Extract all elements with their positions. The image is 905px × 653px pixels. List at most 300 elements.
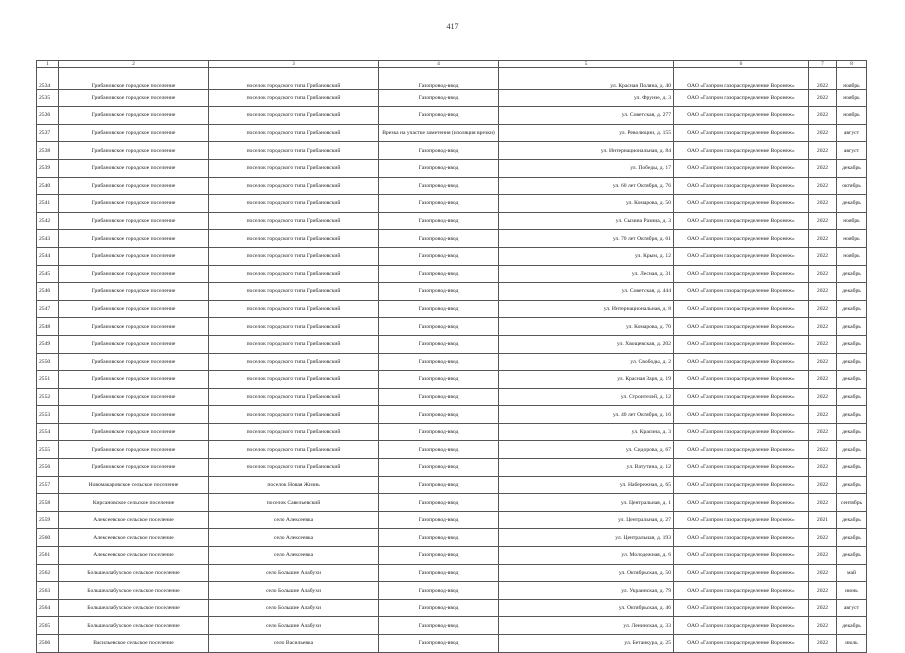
address-cell: ул. Хвощевская, д. 202 <box>499 335 674 353</box>
organization-cell: ОАО «Газпром газораспределение Воронеж» <box>674 599 809 617</box>
locality-cell: село Большие Алабухи <box>209 599 379 617</box>
locality-cell: поселок городского типа Грибановский <box>209 335 379 353</box>
row-number: 2565 <box>37 617 59 635</box>
column-number: 5 <box>499 61 674 68</box>
locality-cell: село Большие Алабухи <box>209 582 379 600</box>
table-row <box>37 353 867 371</box>
object-type-cell: Газопровод-ввод <box>379 511 499 529</box>
locality-cell: поселок городского типа Грибановский <box>209 89 379 107</box>
locality-cell: поселок городского типа Грибановский <box>209 230 379 248</box>
row-number: 2561 <box>37 547 59 565</box>
settlement-cell: Грибановское городское поселение <box>59 212 209 230</box>
locality-cell: поселок городского типа Грибановский <box>209 353 379 371</box>
row-number: 2556 <box>37 459 59 477</box>
organization-cell: ОАО «Газпром газораспределение Воронеж» <box>674 582 809 600</box>
table-row <box>37 617 867 635</box>
locality-cell: поселок городского типа Грибановский <box>209 371 379 389</box>
address-cell: ул. Сидорова, д. 67 <box>499 441 674 459</box>
month-cell: июль <box>837 635 867 653</box>
table-row <box>37 247 867 265</box>
row-number: 2539 <box>37 159 59 177</box>
locality-cell: поселок городского типа Грибановский <box>209 177 379 195</box>
table-row <box>37 283 867 301</box>
row-number: 2538 <box>37 142 59 160</box>
table-row <box>37 494 867 512</box>
object-type-cell: Газопровод-ввод <box>379 89 499 107</box>
object-type-cell: Газопровод-ввод <box>379 107 499 125</box>
organization-cell: ОАО «Газпром газораспределение Воронеж» <box>674 195 809 213</box>
table-row <box>37 423 867 441</box>
year-cell: 2022 <box>809 265 837 283</box>
month-cell: август <box>837 124 867 142</box>
address-cell: ул. Советская, д. 277 <box>499 107 674 125</box>
organization-cell: ОАО «Газпром газораспределение Воронеж» <box>674 300 809 318</box>
year-cell: 2022 <box>809 68 837 90</box>
table-row <box>37 89 867 107</box>
month-cell: ноябрь <box>837 89 867 107</box>
settlement-cell: Грибановское городское поселение <box>59 335 209 353</box>
object-type-cell: Газопровод-ввод <box>379 212 499 230</box>
year-cell: 2022 <box>809 195 837 213</box>
locality-cell: село Большие Алабухи <box>209 617 379 635</box>
row-number: 2540 <box>37 177 59 195</box>
table-row <box>37 107 867 125</box>
locality-cell: поселок городского типа Грибановский <box>209 300 379 318</box>
year-cell: 2022 <box>809 89 837 107</box>
column-number: 7 <box>809 61 837 68</box>
object-type-cell: Газопровод-ввод <box>379 406 499 424</box>
object-type-cell: Газопровод-ввод <box>379 247 499 265</box>
month-cell: ноябрь <box>837 230 867 248</box>
settlement-cell: Грибановское городское поселение <box>59 283 209 301</box>
table-row <box>37 300 867 318</box>
row-number: 2542 <box>37 212 59 230</box>
address-cell: ул. Центральная, д. 1 <box>499 494 674 512</box>
row-number: 2554 <box>37 423 59 441</box>
object-type-cell: Газопровод-ввод <box>379 353 499 371</box>
settlement-cell: Грибановское городское поселение <box>59 300 209 318</box>
object-type-cell: Газопровод-ввод <box>379 371 499 389</box>
settlement-cell: Грибановское городское поселение <box>59 124 209 142</box>
year-cell: 2022 <box>809 230 837 248</box>
settlement-cell: Грибановское городское поселение <box>59 353 209 371</box>
month-cell: декабрь <box>837 265 867 283</box>
locality-cell: поселок городского типа Грибановский <box>209 406 379 424</box>
settlement-cell: Грибановское городское поселение <box>59 159 209 177</box>
table-row <box>37 388 867 406</box>
month-cell: сентябрь <box>837 494 867 512</box>
settlement-cell: Грибановское городское поселение <box>59 142 209 160</box>
row-number: 2551 <box>37 371 59 389</box>
object-type-cell: Газопровод-ввод <box>379 142 499 160</box>
month-cell: декабрь <box>837 476 867 494</box>
organization-cell: ОАО «Газпром газораспределение Воронеж» <box>674 511 809 529</box>
row-number: 2536 <box>37 107 59 125</box>
month-cell: декабрь <box>837 300 867 318</box>
address-cell: ул. Октябрьская, д. 46 <box>499 599 674 617</box>
address-cell: ул. Центральная, д. 193 <box>499 529 674 547</box>
organization-cell: ОАО «Газпром газораспределение Воронеж» <box>674 441 809 459</box>
row-number: 2545 <box>37 265 59 283</box>
settlement-cell: Большеалабухское сельское поселение <box>59 564 209 582</box>
column-number: 4 <box>379 61 499 68</box>
object-type-cell: Газопровод-ввод <box>379 283 499 301</box>
object-type-cell: Газопровод-ввод <box>379 441 499 459</box>
locality-cell: село Алексеевка <box>209 547 379 565</box>
object-type-cell: Врезка на участке заметения (изоляция врезки) <box>379 124 499 142</box>
locality-cell: поселок городского типа Грибановский <box>209 283 379 301</box>
table-row <box>37 441 867 459</box>
settlement-cell: Грибановское городское поселение <box>59 107 209 125</box>
locality-cell: поселок городского типа Грибановский <box>209 441 379 459</box>
column-number: 6 <box>674 61 809 68</box>
settlement-cell: Грибановское городское поселение <box>59 195 209 213</box>
year-cell: 2022 <box>809 212 837 230</box>
year-cell: 2022 <box>809 547 837 565</box>
year-cell: 2022 <box>809 283 837 301</box>
organization-cell: ОАО «Газпром газораспределение Воронеж» <box>674 68 809 90</box>
address-cell: ул. Октябрьская, д. 50 <box>499 564 674 582</box>
address-cell: ул. Комарова, д. 50 <box>499 195 674 213</box>
month-cell: декабрь <box>837 441 867 459</box>
year-cell: 2022 <box>809 441 837 459</box>
year-cell: 2022 <box>809 582 837 600</box>
address-cell: ул. Набережная, д. 65 <box>499 476 674 494</box>
settlement-cell: Грибановское городское поселение <box>59 459 209 477</box>
row-number: 2543 <box>37 230 59 248</box>
organization-cell: ОАО «Газпром газораспределение Воронеж» <box>674 635 809 653</box>
table-row <box>37 511 867 529</box>
address-cell: ул. Строителей, д. 12 <box>499 388 674 406</box>
object-type-cell: Газопровод-ввод <box>379 599 499 617</box>
row-number: 2537 <box>37 124 59 142</box>
object-type-cell: Газопровод-ввод <box>379 423 499 441</box>
column-number: 3 <box>209 61 379 68</box>
table-row <box>37 371 867 389</box>
address-cell: ул. Молодежная, д. 6 <box>499 547 674 565</box>
year-cell: 2022 <box>809 159 837 177</box>
object-type-cell: Газопровод-ввод <box>379 459 499 477</box>
object-type-cell: Газопровод-ввод <box>379 635 499 653</box>
table-row <box>37 599 867 617</box>
year-cell: 2022 <box>809 599 837 617</box>
address-cell: ул. Красная Поляна, д. 40 <box>499 68 674 90</box>
row-number: 2544 <box>37 247 59 265</box>
locality-cell: село Алексеевка <box>209 529 379 547</box>
month-cell: ноябрь <box>837 212 867 230</box>
settlement-cell: Грибановское городское поселение <box>59 177 209 195</box>
organization-cell: ОАО «Газпром газораспределение Воронеж» <box>674 107 809 125</box>
table-row <box>37 177 867 195</box>
locality-cell: село Алексеевка <box>209 511 379 529</box>
row-number: 2534 <box>37 68 59 90</box>
row-number: 2541 <box>37 195 59 213</box>
address-cell: ул. Революции, д. 155 <box>499 124 674 142</box>
row-number: 2547 <box>37 300 59 318</box>
address-cell: ул. Ленинская, д. 33 <box>499 617 674 635</box>
organization-cell: ОАО «Газпром газораспределение Воронеж» <box>674 423 809 441</box>
row-number: 2557 <box>37 476 59 494</box>
settlement-cell: Васильевское сельское поселение <box>59 635 209 653</box>
locality-cell: поселок городского типа Грибановский <box>209 159 379 177</box>
table-row <box>37 476 867 494</box>
year-cell: 2022 <box>809 494 837 512</box>
address-cell: ул. 60 лет Октября, д. 76 <box>499 177 674 195</box>
year-cell: 2022 <box>809 247 837 265</box>
organization-cell: ОАО «Газпром газораспределение Воронеж» <box>674 265 809 283</box>
organization-cell: ОАО «Газпром газораспределение Воронеж» <box>674 459 809 477</box>
organization-cell: ОАО «Газпром газораспределение Воронеж» <box>674 212 809 230</box>
column-number-row <box>37 61 867 68</box>
locality-cell: поселок Савельевский <box>209 494 379 512</box>
object-type-cell: Газопровод-ввод <box>379 564 499 582</box>
organization-cell: ОАО «Газпром газораспределение Воронеж» <box>674 335 809 353</box>
page-number: 417 <box>446 22 459 31</box>
address-cell: ул. Фрунзе, д. 3 <box>499 89 674 107</box>
year-cell: 2022 <box>809 406 837 424</box>
settlement-cell: Большеалабухское сельское поселение <box>59 582 209 600</box>
table-row <box>37 124 867 142</box>
address-cell: ул. Интернациональная, д. 8 <box>499 300 674 318</box>
month-cell: декабрь <box>837 406 867 424</box>
settlement-cell: Алексеевское сельское поселение <box>59 529 209 547</box>
table-row <box>37 459 867 477</box>
organization-cell: ОАО «Газпром газораспределение Воронеж» <box>674 371 809 389</box>
locality-cell: поселок городского типа Грибановский <box>209 265 379 283</box>
month-cell: ноябрь <box>837 247 867 265</box>
row-number: 2560 <box>37 529 59 547</box>
address-cell: ул. 40 лет Октября, д. 16 <box>499 406 674 424</box>
settlement-cell: Грибановское городское поселение <box>59 371 209 389</box>
table-row <box>37 406 867 424</box>
row-number: 2559 <box>37 511 59 529</box>
month-cell: август <box>837 599 867 617</box>
settlement-cell: Большеалабухское сельское поселение <box>59 617 209 635</box>
table-row <box>37 564 867 582</box>
month-cell: декабрь <box>837 371 867 389</box>
object-type-cell: Газопровод-ввод <box>379 529 499 547</box>
organization-cell: ОАО «Газпром газораспределение Воронеж» <box>674 247 809 265</box>
address-cell: ул. Интернациональная, д. 84 <box>499 142 674 160</box>
object-type-cell: Газопровод-ввод <box>379 68 499 90</box>
address-cell: ул. Крым, д. 12 <box>499 247 674 265</box>
row-number: 2553 <box>37 406 59 424</box>
object-type-cell: Газопровод-ввод <box>379 195 499 213</box>
locality-cell: поселок городского типа Грибановский <box>209 195 379 213</box>
year-cell: 2022 <box>809 107 837 125</box>
address-cell: ул. Ватутина, д. 12 <box>499 459 674 477</box>
table-row <box>37 68 867 90</box>
year-cell: 2022 <box>809 177 837 195</box>
locality-cell: село Васильевка <box>209 635 379 653</box>
locality-cell: поселок городского типа Грибановский <box>209 423 379 441</box>
table-row <box>37 265 867 283</box>
year-cell: 2022 <box>809 353 837 371</box>
address-cell: ул. Сызина Разина, д. 3 <box>499 212 674 230</box>
locality-cell: поселок городского типа Грибановский <box>209 212 379 230</box>
locality-cell: село Большие Алабухи <box>209 564 379 582</box>
object-type-cell: Газопровод-ввод <box>379 265 499 283</box>
settlement-cell: Грибановское городское поселение <box>59 423 209 441</box>
table-row <box>37 529 867 547</box>
organization-cell: ОАО «Газпром газораспределение Воронеж» <box>674 353 809 371</box>
month-cell: август <box>837 142 867 160</box>
locality-cell: поселок городского типа Грибановский <box>209 68 379 90</box>
locality-cell: поселок городского типа Грибановский <box>209 142 379 160</box>
settlement-cell: Кирсановское сельское поселение <box>59 494 209 512</box>
month-cell: декабрь <box>837 511 867 529</box>
year-cell: 2022 <box>809 300 837 318</box>
row-number: 2562 <box>37 564 59 582</box>
column-number: 1 <box>37 61 59 68</box>
organization-cell: ОАО «Газпром газораспределение Воронеж» <box>674 124 809 142</box>
organization-cell: ОАО «Газпром газораспределение Воронеж» <box>674 230 809 248</box>
object-type-cell: Газопровод-ввод <box>379 335 499 353</box>
locality-cell: поселок городского типа Грибановский <box>209 107 379 125</box>
settlement-cell: Грибановское городское поселение <box>59 265 209 283</box>
object-type-cell: Газопровод-ввод <box>379 159 499 177</box>
table-row <box>37 547 867 565</box>
row-number: 2563 <box>37 582 59 600</box>
address-cell: ул. Бетанкура, д. 25 <box>499 635 674 653</box>
month-cell: декабрь <box>837 529 867 547</box>
locality-cell: поселок городского типа Грибановский <box>209 388 379 406</box>
settlement-cell: Алексеевское сельское поселение <box>59 547 209 565</box>
row-number: 2552 <box>37 388 59 406</box>
address-cell: ул. Свободы, д. 2 <box>499 353 674 371</box>
row-number: 2564 <box>37 599 59 617</box>
row-number: 2548 <box>37 318 59 336</box>
locality-cell: поселок городского типа Грибановский <box>209 124 379 142</box>
address-cell: ул. 70 лет Октября, д. 61 <box>499 230 674 248</box>
object-type-cell: Газопровод-ввод <box>379 388 499 406</box>
year-cell: 2022 <box>809 124 837 142</box>
row-number: 2555 <box>37 441 59 459</box>
object-type-cell: Газопровод-ввод <box>379 582 499 600</box>
year-cell: 2022 <box>809 617 837 635</box>
object-type-cell: Газопровод-ввод <box>379 230 499 248</box>
object-type-cell: Газопровод-ввод <box>379 476 499 494</box>
address-cell: ул. Победы, д. 17 <box>499 159 674 177</box>
year-cell: 2022 <box>809 635 837 653</box>
month-cell: декабрь <box>837 547 867 565</box>
settlement-cell: Грибановское городское поселение <box>59 388 209 406</box>
month-cell: июнь <box>837 582 867 600</box>
month-cell: декабрь <box>837 353 867 371</box>
month-cell: ноябрь <box>837 107 867 125</box>
organization-cell: ОАО «Газпром газораспределение Воронеж» <box>674 529 809 547</box>
settlement-cell: Грибановское городское поселение <box>59 247 209 265</box>
organization-cell: ОАО «Газпром газораспределение Воронеж» <box>674 318 809 336</box>
object-type-cell: Газопровод-ввод <box>379 494 499 512</box>
year-cell: 2022 <box>809 476 837 494</box>
row-number: 2558 <box>37 494 59 512</box>
row-number: 2550 <box>37 353 59 371</box>
month-cell: декабрь <box>837 195 867 213</box>
table-body <box>37 61 867 653</box>
organization-cell: ОАО «Газпром газораспределение Воронеж» <box>674 406 809 424</box>
year-cell: 2022 <box>809 459 837 477</box>
settlement-cell: Алексеевское сельское поселение <box>59 511 209 529</box>
locality-cell: поселок городского типа Грибановский <box>209 247 379 265</box>
address-cell: ул. Центральная, д. 27 <box>499 511 674 529</box>
month-cell: декабрь <box>837 159 867 177</box>
year-cell: 2022 <box>809 142 837 160</box>
locality-cell: поселок городского типа Грибановский <box>209 459 379 477</box>
month-cell: декабрь <box>837 335 867 353</box>
table-row <box>37 335 867 353</box>
year-cell: 2021 <box>809 511 837 529</box>
locality-cell: поселок городского типа Грибановский <box>209 318 379 336</box>
year-cell: 2022 <box>809 529 837 547</box>
address-cell: ул. Лесная, д. 31 <box>499 265 674 283</box>
gas-pipeline-table <box>36 60 867 653</box>
table-row <box>37 159 867 177</box>
object-type-cell: Газопровод-ввод <box>379 300 499 318</box>
settlement-cell: Грибановское городское поселение <box>59 89 209 107</box>
month-cell: декабрь <box>837 459 867 477</box>
address-cell: ул. Комарова, д. 70 <box>499 318 674 336</box>
organization-cell: ОАО «Газпром газораспределение Воронеж» <box>674 476 809 494</box>
month-cell: ноябрь <box>837 68 867 90</box>
row-number: 2535 <box>37 89 59 107</box>
settlement-cell: Большеалабухское сельское поселение <box>59 599 209 617</box>
organization-cell: ОАО «Газпром газораспределение Воронеж» <box>674 388 809 406</box>
year-cell: 2022 <box>809 423 837 441</box>
address-cell: ул. Советская, д. 444 <box>499 283 674 301</box>
organization-cell: ОАО «Газпром газораспределение Воронеж» <box>674 142 809 160</box>
row-number: 2566 <box>37 635 59 653</box>
year-cell: 2022 <box>809 318 837 336</box>
table-row <box>37 318 867 336</box>
table-row <box>37 195 867 213</box>
table-row <box>37 142 867 160</box>
organization-cell: ОАО «Газпром газораспределение Воронеж» <box>674 159 809 177</box>
month-cell: май <box>837 564 867 582</box>
settlement-cell: Грибановское городское поселение <box>59 68 209 90</box>
organization-cell: ОАО «Газпром газораспределение Воронеж» <box>674 177 809 195</box>
organization-cell: ОАО «Газпром газораспределение Воронеж» <box>674 283 809 301</box>
table-row <box>37 212 867 230</box>
settlement-cell: Новомакаровское сельское поселение <box>59 476 209 494</box>
month-cell: декабрь <box>837 283 867 301</box>
object-type-cell: Газопровод-ввод <box>379 177 499 195</box>
settlement-cell: Грибановское городское поселение <box>59 318 209 336</box>
year-cell: 2022 <box>809 371 837 389</box>
locality-cell: поселок Новая Жизнь <box>209 476 379 494</box>
column-number: 2 <box>59 61 209 68</box>
organization-cell: ОАО «Газпром газораспределение Воронеж» <box>674 547 809 565</box>
row-number: 2549 <box>37 335 59 353</box>
column-number: 8 <box>837 61 867 68</box>
month-cell: декабрь <box>837 318 867 336</box>
object-type-cell: Газопровод-ввод <box>379 318 499 336</box>
address-cell: ул. Украинская, д. 79 <box>499 582 674 600</box>
settlement-cell: Грибановское городское поселение <box>59 230 209 248</box>
year-cell: 2022 <box>809 564 837 582</box>
address-cell: ул. Красина, д. 3 <box>499 423 674 441</box>
organization-cell: ОАО «Газпром газораспределение Воронеж» <box>674 89 809 107</box>
table-row <box>37 582 867 600</box>
month-cell: декабрь <box>837 388 867 406</box>
month-cell: октябрь <box>837 177 867 195</box>
month-cell: декабрь <box>837 423 867 441</box>
organization-cell: ОАО «Газпром газораспределение Воронеж» <box>674 617 809 635</box>
year-cell: 2022 <box>809 335 837 353</box>
object-type-cell: Газопровод-ввод <box>379 547 499 565</box>
year-cell: 2022 <box>809 388 837 406</box>
object-type-cell: Газопровод-ввод <box>379 617 499 635</box>
